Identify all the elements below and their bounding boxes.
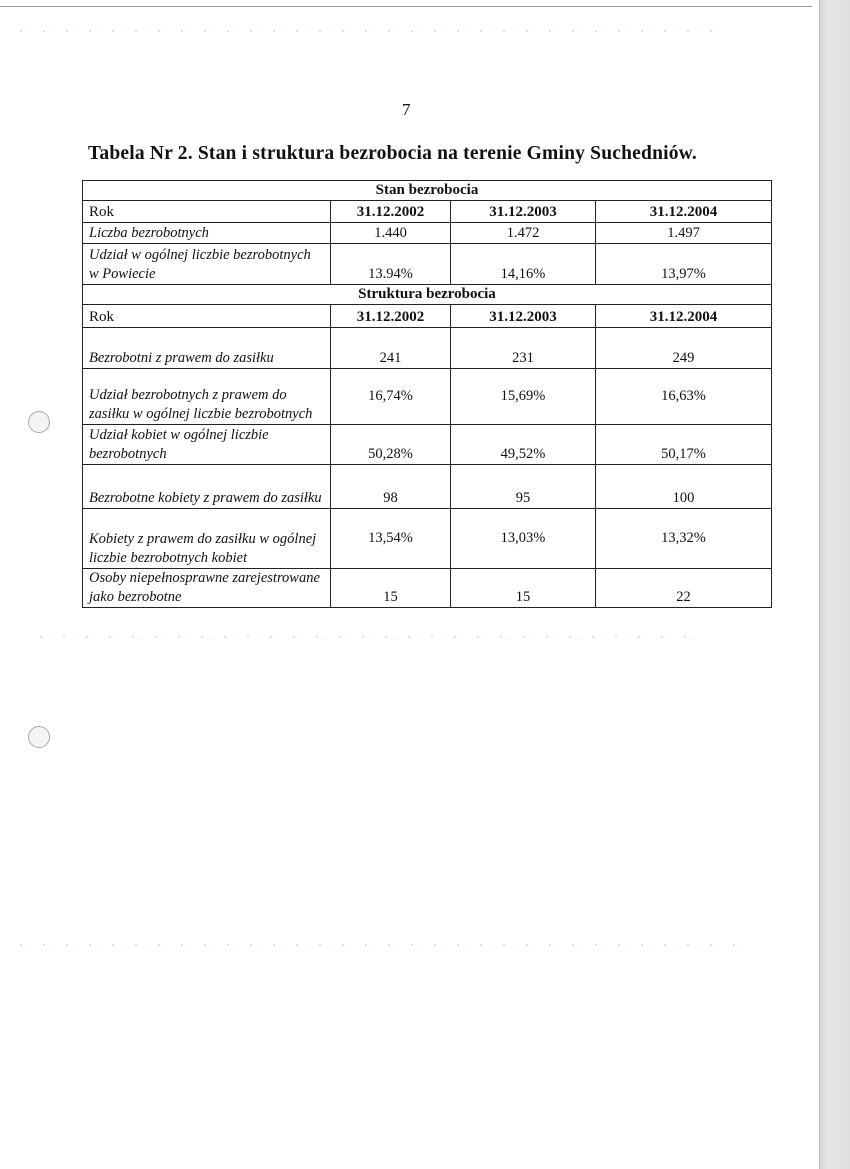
unemployment-table (82, 180, 772, 608)
date-header: 31.12.2004 (596, 305, 772, 328)
table-row (83, 369, 772, 425)
cell-value: 1.440 (331, 223, 451, 244)
cell-value: 50,17% (596, 425, 772, 465)
row-label: Bezrobotne kobiety z prawem do zasiłku (83, 465, 331, 509)
cell-value: 13.94% (331, 244, 451, 285)
cell-value: 14,16% (451, 244, 596, 285)
table-row (83, 465, 772, 509)
row-label: Udział bezrobotnych z prawem do zasiłku w ogólnej liczbie bezrobotnych (83, 369, 331, 425)
table-row (83, 244, 772, 285)
page-number: 7 (402, 100, 411, 119)
scan-noise (20, 944, 750, 946)
cell-value: 98 (331, 465, 451, 509)
row-label: Udział w ogólnej liczbie bezrobotnych w Powiecie (83, 244, 331, 285)
table-title: Tabela Nr 2. Stan i struktura bezrobocia na terenie Gminy Suchedniów. (88, 143, 697, 164)
cell-value: 241 (331, 328, 451, 369)
cell-value: 13,32% (596, 509, 772, 569)
cell-value: 50,28% (331, 425, 451, 465)
cell-value: 249 (596, 328, 772, 369)
cell-value: 15 (451, 569, 596, 608)
cell-value: 100 (596, 465, 772, 509)
scan-edge (819, 0, 850, 1169)
table-row (83, 569, 772, 608)
section-header-row (83, 285, 772, 305)
scan-noise (20, 30, 720, 32)
page-top-edge (0, 6, 812, 7)
cell-value: 1.497 (596, 223, 772, 244)
cell-value: 1.472 (451, 223, 596, 244)
cell-value: 16,74% (331, 369, 451, 425)
cell-value: 49,52% (451, 425, 596, 465)
section-title-struktura: Struktura bezrobocia (83, 285, 772, 305)
cell-value: 22 (596, 569, 772, 608)
cell-value: 13,03% (451, 509, 596, 569)
rok-label: Rok (83, 305, 331, 328)
table-row (83, 223, 772, 244)
row-label: Liczba bezrobotnych (83, 223, 331, 244)
header-row (83, 201, 772, 223)
date-header: 31.12.2003 (451, 305, 596, 328)
date-header: 31.12.2003 (451, 201, 596, 223)
row-label: Bezrobotni z prawem do zasiłku (83, 328, 331, 369)
cell-value: 15,69% (451, 369, 596, 425)
date-header: 31.12.2004 (596, 201, 772, 223)
punch-hole (28, 411, 50, 433)
header-row (83, 305, 772, 328)
cell-value: 13,97% (596, 244, 772, 285)
cell-value: 16,63% (596, 369, 772, 425)
section-title-stan: Stan bezrobocia (83, 181, 772, 201)
rok-label: Rok (83, 201, 331, 223)
table-row (83, 328, 772, 369)
date-header: 31.12.2002 (331, 305, 451, 328)
section-header-row (83, 181, 772, 201)
row-label: Udział kobiet w ogólnej liczbie bezrobotnych (83, 425, 331, 465)
date-header: 31.12.2002 (331, 201, 451, 223)
table-row (83, 509, 772, 569)
cell-value: 15 (331, 569, 451, 608)
cell-value: 231 (451, 328, 596, 369)
table-row (83, 425, 772, 465)
scan-noise (40, 636, 700, 638)
cell-value: 95 (451, 465, 596, 509)
row-label: Osoby niepełnosprawne zarejestrowane jako bezrobotne (83, 569, 331, 608)
row-label: Kobiety z prawem do zasiłku w ogólnej liczbie bezrobotnych kobiet (83, 509, 331, 569)
cell-value: 13,54% (331, 509, 451, 569)
punch-hole (28, 726, 50, 748)
